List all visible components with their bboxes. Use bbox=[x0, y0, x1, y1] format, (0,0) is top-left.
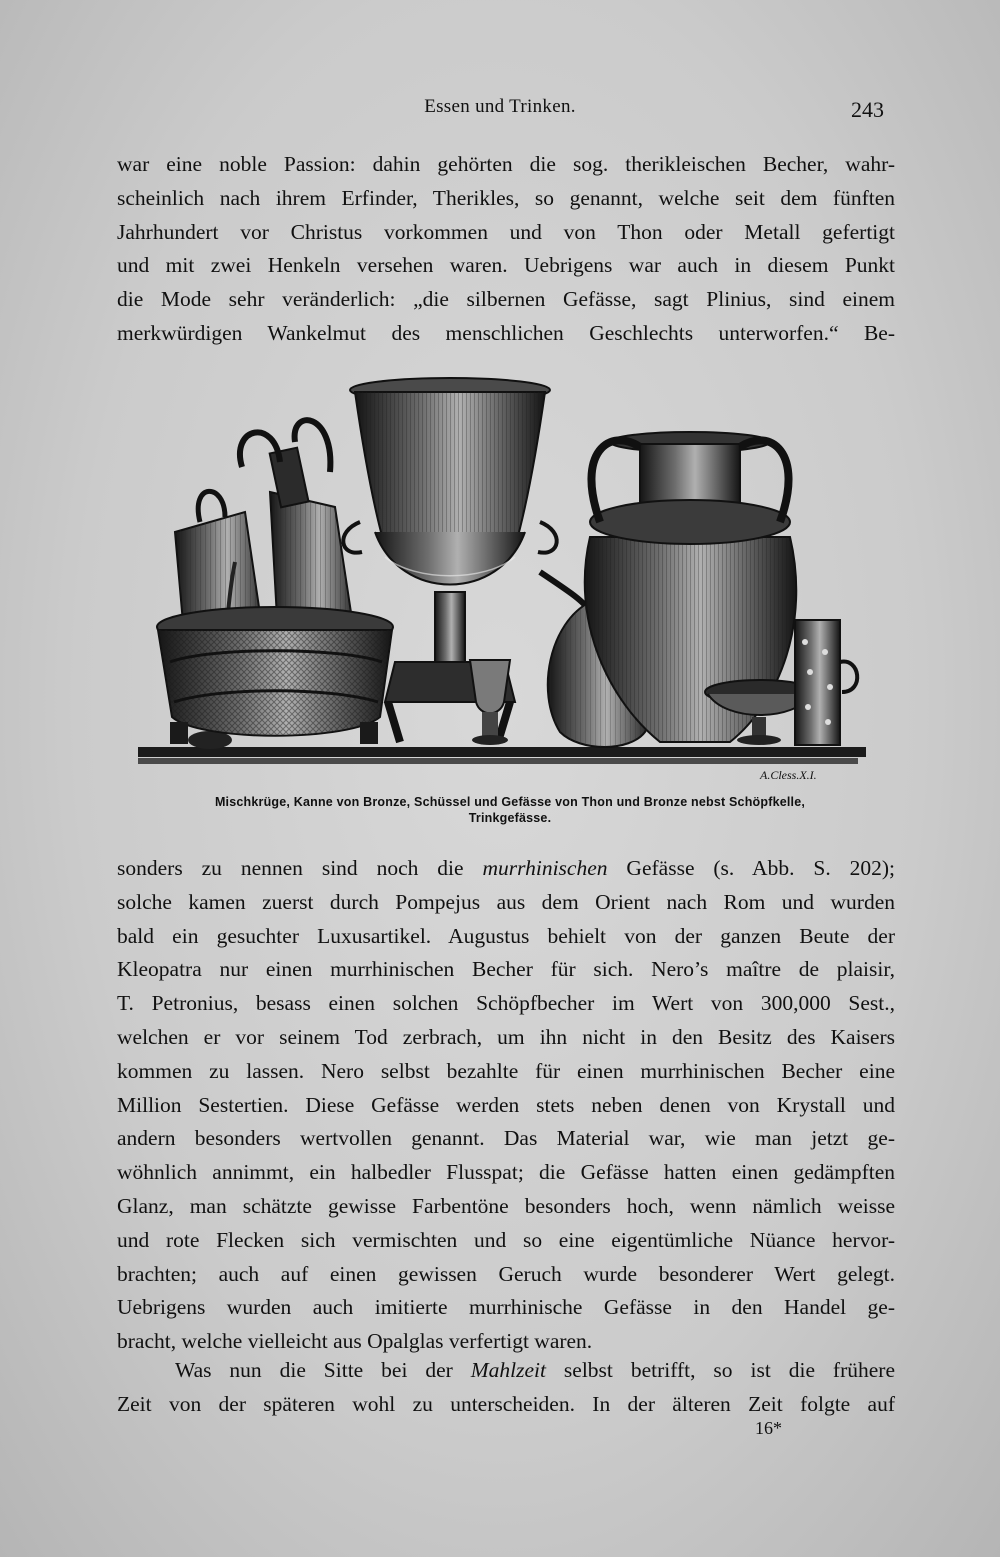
text-line: Was nun die Sitte bei der Mahlzeit selbst betrifft, so ist die frühere bbox=[175, 1358, 895, 1382]
figure-caption bbox=[120, 794, 900, 826]
running-header: Essen und Trinken. bbox=[424, 96, 576, 117]
paragraph-1 bbox=[117, 148, 895, 351]
caption-line: Mischkrüge, Kanne von Bronze, Schüssel und Gefässe von Thon und Bronze nebst Schöpfkelle, bbox=[214, 795, 806, 809]
text-line: brachten; auch auf einen gewissen Geruch wurde besonderer Wert gelegt. bbox=[117, 1261, 895, 1286]
text-line: Million Sestertien. Diese Gefässe werden stets neben denen von Krystall und bbox=[117, 1092, 895, 1117]
emphasis-murrhinischen: murrhinischen bbox=[482, 856, 608, 880]
ornate-bowl bbox=[157, 607, 393, 744]
emphasis-mahlzeit: Mahlzeit bbox=[470, 1358, 546, 1382]
artist-signature: A.Cless.X.I. bbox=[760, 768, 817, 782]
page-number: 243 bbox=[851, 97, 884, 122]
vessels-engraving bbox=[130, 372, 900, 786]
text-line: Zeit von der späteren wohl zu unterscheiden. In der älteren Zeit folgte auf bbox=[117, 1391, 895, 1416]
text-line: die Mode sehr veränderlich: „die silbernen Gefässe, sagt Plinius, sind einem bbox=[117, 287, 895, 312]
text-line: bald ein gesuchter Luxusartikel. Augustus behielt von der ganzen Beute der bbox=[117, 923, 895, 948]
paragraph-2 bbox=[117, 852, 895, 1359]
text-line: Glanz, man schätzte gewisse Farbentöne besonders hoch, wenn nämlich weisse bbox=[117, 1193, 895, 1218]
text-line: kommen zu lassen. Nero selbst bezahlte für einen murrhinischen Becher eine bbox=[117, 1058, 895, 1083]
paragraph-3 bbox=[117, 1354, 895, 1422]
caption-line: Trinkgefässe. bbox=[468, 811, 552, 825]
text-line: sonders zu nennen sind noch die murrhinischen Gefässe (s. Abb. S. 202); bbox=[117, 856, 895, 880]
text-line: Kleopatra nur einen murrhinischen Becher für sich. Nero’s maître de plaisir, bbox=[117, 957, 895, 982]
text-line: und rote Flecken sich vermischten und so eine eigentümliche Nüance hervor- bbox=[117, 1227, 895, 1252]
text-line: war eine noble Passion: dahin gehörten die sog. therikleischen Becher, wahr- bbox=[117, 152, 895, 176]
text-line: welchen er vor seinem Tod zerbrach, um ihn nicht in den Besitz des Kaisers bbox=[117, 1024, 895, 1049]
beaker bbox=[795, 620, 857, 745]
text-line: wöhnlich annimmt, ein halbedler Flusspat; die Gefässe hatten einen gedämpften bbox=[117, 1160, 895, 1185]
text-line: bracht, welche vielleicht aus Opalglas verfertigt waren. bbox=[117, 1329, 593, 1354]
text-line: T. Petronius, besass einen solchen Schöpfbecher im Wert von 300,000 Sest., bbox=[117, 991, 895, 1016]
text-line: und mit zwei Henkeln versehen waren. Uebrigens war auch in diesem Punkt bbox=[117, 253, 895, 278]
text-line: andern besonders wertvollen genannt. Das Material war, wie man jetzt ge- bbox=[117, 1126, 895, 1151]
signature-mark: 16* bbox=[755, 1418, 782, 1438]
text-line: Uebrigens wurden auch imitierte murrhinische Gefässe in den Handel ge- bbox=[117, 1295, 895, 1320]
text-line: Jahrhundert vor Christus vorkommen und von Thon oder Metall gefertigt bbox=[117, 219, 895, 244]
text-line: scheinlich nach ihrem Erfinder, Therikles, so genannt, welche seit dem fünften bbox=[117, 185, 895, 210]
text-line: solche kamen zuerst durch Pompejus aus dem Orient nach Rom und wurden bbox=[117, 889, 895, 914]
text-line: merkwürdigen Wankelmut des menschlichen Geschlechts unterworfen.“ Be- bbox=[117, 320, 895, 345]
